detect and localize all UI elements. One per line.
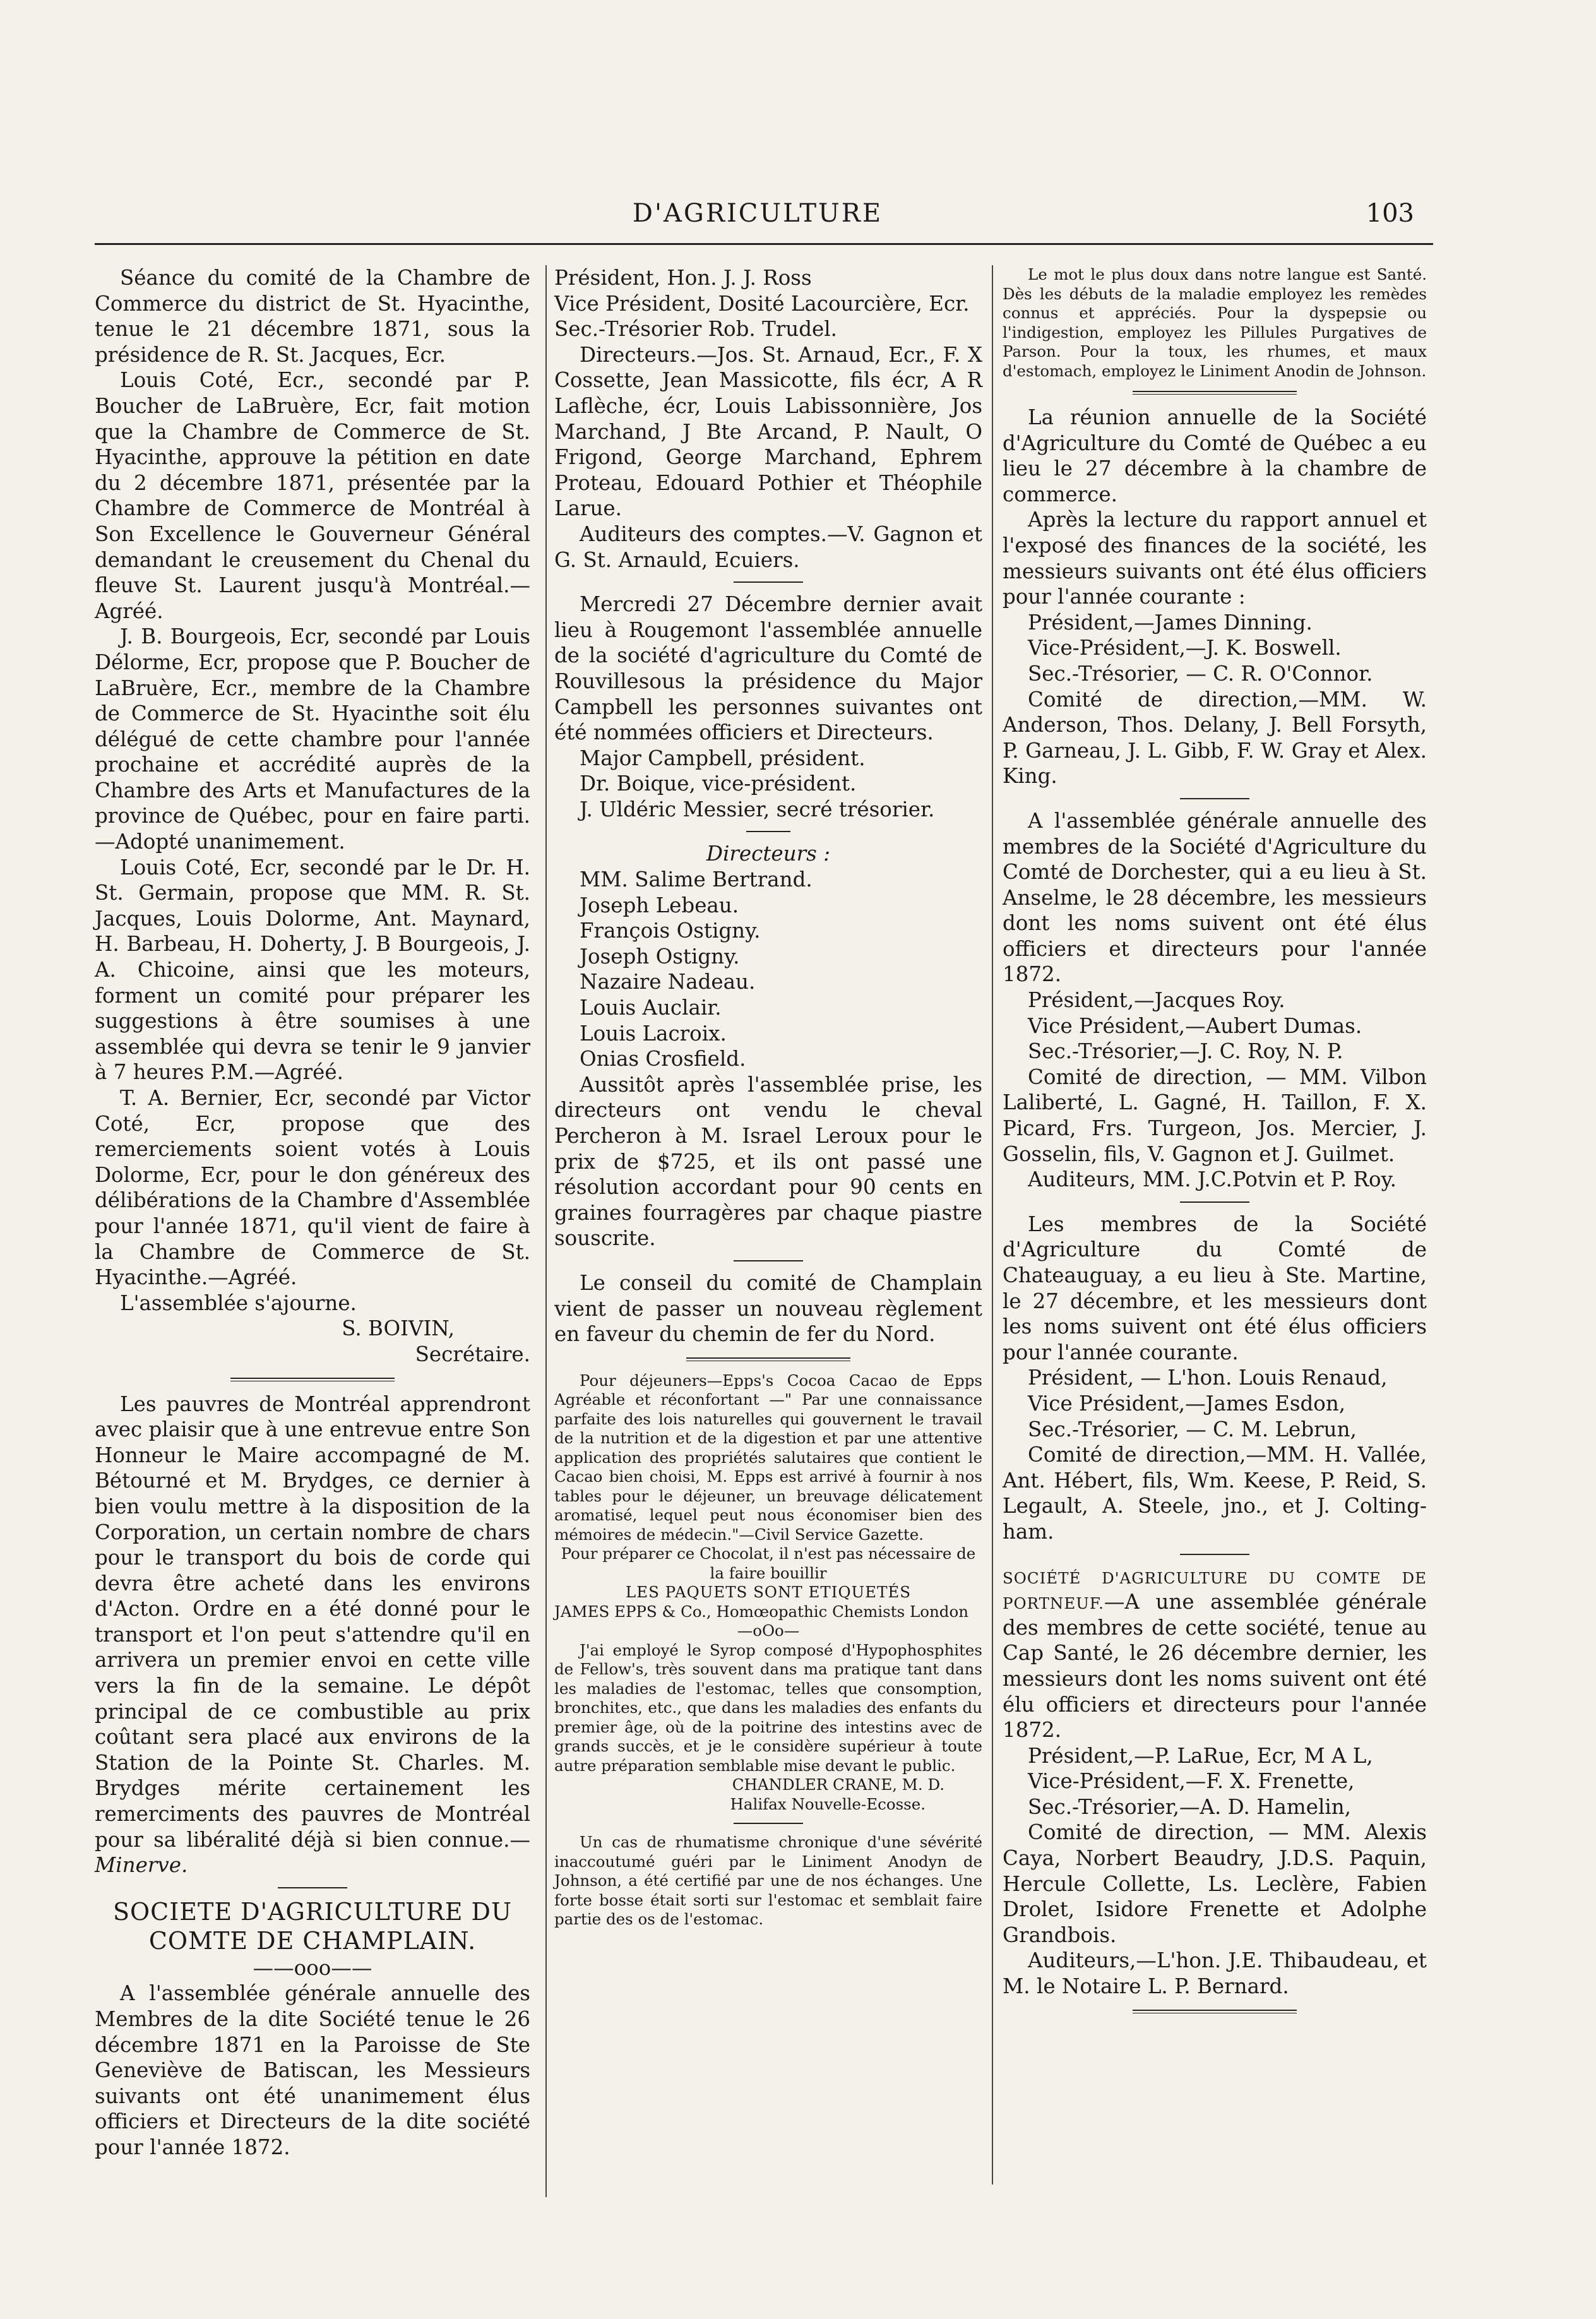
officer-line: Vice Président,—Aubert Dumas.: [1028, 1013, 1362, 1038]
article-portneuf: [1003, 1564, 1427, 1743]
article-rougemont: Mercredi 27 Décembre dernier avait lieu à Rougemont l'assemblée annuelle de la société d'agriculture du Comté de Rouvillesous la présidence du Major Campbell les personnes suivantes ont été nommées officiers et Directeurs.: [554, 592, 982, 745]
advertisement-sante: [1003, 265, 1427, 381]
officer-line: Major Campbell, président.: [580, 746, 866, 770]
comite-paragraph: Comité de direction,—MM. W. Anderson, Thos. Delany, J. Bell Forsyth, P. Garneau, J. L. Gibb, F. W. Gray et Alex. King.: [1003, 687, 1427, 789]
article-champlain: A l'assemblée générale annuelle des Membres de la dite Société tenue le 26 décembre 1871 en la Paroisse de Ste Geneviève de Batiscan, les Messieurs suivants ont été unanimement élus officiers et Directeurs de la dite société pour l'année 1872.: [95, 1981, 530, 2159]
running-title: D'AGRICULTURE: [632, 199, 883, 228]
ad-text: LES PAQUETS SONT ETIQUETÉS: [625, 1583, 912, 1602]
ad-text: Un cas de rhumatisme chronique d'une sévérité inaccoutumé guéri par le Liniment Anodyn de Johnson, a été certifié par une de nos échanges. Une forte bosse était sorti sur l'estomac et semblait faire partie des os de l'estomac.: [554, 1833, 982, 1929]
officer-line: Président, — L'hon. Louis Renaud,: [1028, 1366, 1388, 1390]
article-chateauguay: Les membres de la Société d'Agriculture du Comté de Chateauguay, a eu lieu à Ste. Martine, le 27 décembre, et les messieurs dont les noms suivent ont été élus officiers pour l'année courante.: [1003, 1212, 1427, 1364]
column-1: [95, 265, 530, 2161]
officer-line: Vice Président,—James Esdon,: [1028, 1391, 1346, 1416]
article-quebec: Après la lecture du rapport annuel et l'exposé des finances de la société, les messieurs suivants ont été élus officiers pour l'année courante :: [1003, 508, 1427, 609]
officer-line: J. Uldéric Messier, secré trésorier.: [580, 797, 935, 821]
officer-line: Vice-Président,—F. X. Frenette,: [1028, 1769, 1355, 1794]
ad-text: J'ai employé le Syrop composé d'Hypophosphites de Fellow's, très souvent dans ma pratique tant dans les maladies de l'estomac, telles que consomption, bronchites, etc., que dans les maladies des enfants du premier âge, où de la poitrine des intestins avec de grands succès, et je le considère supérieur à toute autre préparation semblable mise devant le public.: [554, 1640, 982, 1775]
article-chemin: Le conseil du comité de Champlain vient de passer un nouveau règlement en faveur du chemin de fer du Nord.: [554, 1270, 982, 1347]
list-item: François Ostigny.: [580, 919, 761, 943]
section-heading: SOCIETE D'AGRICULTURE DU: [112, 1897, 513, 1926]
directeurs-paragraph: Directeurs.—Jos. St. Arnaud, Ecr., F. X Cossette, Jean Massicotte, fils écr, A R Laflèche, écr, Louis Labissonnière, Jos Marchand, J Bte Arcand, P. Nault, O Frigond, George Marchand, Ephrem Proteau, Edouard Pothier et Théophile Larue.: [554, 342, 982, 521]
short-divider: [1180, 1201, 1249, 1203]
officer-line: Président,—P. LaRue, Ecr, M A L,: [1028, 1743, 1373, 1768]
auditeurs-paragraph: Auditeurs, MM. J.C.Potvin et P. Roy.: [1028, 1167, 1396, 1192]
comite-paragraph: Comité de direction, — MM. Alexis Caya, Norbert Beaudry, J.D.S. Paquin, Hercule Collette, Ls. Leclère, Fabien Drolet, Isidore Frenette et Adolphe Grandbois.: [1003, 1820, 1427, 1947]
comite-paragraph: Comité de direction, — MM. Vilbon Laliberté, L. Gagné, H. Taillon, F. X. Picard, Frs. Turgeon, Jos. Mercier, J. Gosselin, fils, V. Gagnon et J. Guilmet.: [1003, 1064, 1427, 1166]
column-2: [554, 265, 982, 1929]
officer-line: Sec.-Trésorier, — C. M. Lebrun,: [1028, 1417, 1357, 1441]
article-cheval: Aussitôt après l'assemblée prise, les directeurs ont vendu le cheval Percheron à M. Israel Leroux pour le prix de $725, et ils ont passé une résolution accordant pour 90 cents en graines fourragères par chaque piastre souscrite.: [554, 1072, 982, 1251]
article-seance: Séance du comité de la Chambre de Commerce du district de St. Hyacinthe, tenue le 21 décembre 1871, sous la présidence de R. St. Jacques, Ecr.: [95, 266, 530, 367]
article-pauvres: [95, 1392, 530, 1878]
list-item: Onias Crosfield.: [580, 1047, 746, 1071]
portneuf-text: —A une assemblée générale des membres de cette société, tenue au Cap Santé, le 26 décembre dernier, les messieurs dont les noms suivent ont été élu officiers et directeurs pour l'année 1872.: [1003, 1590, 1427, 1743]
officer-line: Sec.-Trésorier, — C. R. O'Connor.: [1028, 661, 1373, 686]
ad-text: JAMES EPPS & Co., Homœopathic Chemists London: [554, 1602, 968, 1621]
article-quebec: La réunion annuelle de la Société d'Agriculture du Comté de Québec a eu lieu le 27 décembre à la chambre de commerce.: [1003, 405, 1427, 506]
officer-line: Président,—Jacques Roy.: [1028, 988, 1285, 1013]
column-3: [1003, 265, 1427, 2024]
ad-text: Pour préparer ce Chocolat, il n'est pas nécessaire de la faire bouillir: [561, 1544, 976, 1582]
list-item: Louis Auclair.: [580, 996, 722, 1020]
short-divider: [746, 831, 790, 832]
officer-line: Président, Hon. J. J. Ross: [554, 266, 812, 290]
article-dorchester: A l'assemblée générale annuelle des membres de la Société d'Agriculture du Comté de Dorchester, qui a eu lieu à St. Anselme, le 28 décembre, les messieurs dont les noms suivent ont été élus officiers et directeurs pour l'année 1872.: [1003, 808, 1427, 987]
page-number: 103: [1366, 199, 1414, 228]
auditeurs-paragraph: Auditeurs,—L'hon. J.E. Thibaudeau, et M. le Notaire L. P. Bernard.: [1003, 1948, 1427, 1999]
motion-paragraph: Louis Coté, Ecr., secondé par P. Boucher de LaBruère, Ecr, fait motion que la Chambre de Commerce de St. Hyacinthe, approuve la pétition en date du 2 décembre 1871, présentée par la Chambre de Commerce de Montréal à Son Excellence le Gouverneur Général demandant le creusement du Chenal du fleuve St. Laurent jusqu'à Montréal.—Agréé.: [95, 368, 530, 623]
directeurs-heading: Directeurs :: [706, 842, 831, 866]
ornament-divider: [1133, 2010, 1297, 2013]
column-separator-1: [545, 265, 547, 2197]
ad-text: Pour déjeuners—Epps's Cocoa Cacao de Epps Agréable et réconfortant —" Par une connaissance parfaite des lois naturelles qui gouvernent le travail de la nutrition et de la digestion et par une attentive application des propriétés salutaires que contient le Cacao bien choisi, M. Epps est arrivé à fournir à nos tables pour le déjeuner, un breuvage délicatement aromatisé, lequel peut nous économiser bien des mémoires de médecin."—Civil Service Gazette.: [554, 1371, 982, 1544]
motion-paragraph: T. A. Bernier, Ecr, secondé par Victor Coté, Ecr, propose que des remerciements soient votés à Louis Dolorme, Ecr, pour le don généreux des délibérations de la Chambre d'Assemblée pour l'année 1871, qu'il vient de faire à la Chambre de Commerce de St. Hyacinthe.—Agréé.: [95, 1086, 530, 1290]
list-item: Joseph Lebeau.: [580, 893, 739, 917]
short-divider: [1180, 1554, 1249, 1555]
officer-line: Sec.-Trésorier Rob. Trudel.: [554, 317, 837, 342]
short-divider: [734, 1823, 803, 1824]
list-item: Louis Lacroix.: [580, 1021, 727, 1046]
officer-line: Dr. Boique, vice-président.: [580, 772, 857, 796]
ad-text: Le mot le plus doux dans notre langue est Santé. Dès les débuts de la maladie employez les remèdes connus et appréciés. Pour la dyspepsie ou l'indigestion, employez les Pillules Purgatives de Parson. Pour la toux, les rhumes, et maux d'estomach, employez le Liniment Anodin de Johnson.: [1003, 265, 1427, 380]
signature-title: Secrétaire.: [415, 1342, 530, 1366]
adjourn-line: L'assemblée s'ajourne.: [120, 1291, 357, 1315]
motion-paragraph: Louis Coté, Ecr, secondé par le Dr. H. St. Germain, propose que MM. R. St. Jacques, Louis Dolorme, Ant. Maynard, H. Barbeau, H. Doherty, J. B Bourgeois, J. A. Chicoine, ainsi que les moteurs, forment un comité pour préparer les suggestions à être soumises à une assemblée qui devra se tenir le 9 janvier à 7 heures P.M.—Agréé.: [95, 855, 530, 1085]
ad-signature: Halifax Nouvelle-Ecosse.: [730, 1794, 926, 1813]
ornament-divider: [1133, 391, 1297, 395]
ornament-divider: [230, 1378, 395, 1381]
column-separator-2: [992, 265, 993, 2185]
motion-paragraph: J. B. Bourgeois, Ecr, secondé par Louis Délorme, Ecr, propose que P. Boucher de LaBruère, Ecr., membre de la Chambre de Commerce de St. Hyacinthe soit élu délégué de cette chambre pour l'année prochaine et accrédité auprès de la Chambre des Arts et Manufactures de la province de Québec, pour en faire parti.—Adopté unanimement.: [95, 624, 530, 854]
list-item: Joseph Ostigny.: [580, 944, 740, 969]
ad-separator: —oOo—: [737, 1621, 800, 1640]
short-divider: [734, 1260, 803, 1261]
page-header: [95, 199, 1420, 237]
signature-name: S. BOIVIN,: [342, 1316, 455, 1341]
short-divider: [734, 581, 803, 583]
header-rule: [95, 243, 1433, 245]
short-divider: [1180, 798, 1249, 799]
list-item: MM. Salime Bertrand.: [580, 867, 813, 892]
list-item: Nazaire Nadeau.: [580, 970, 756, 994]
officer-line: Vice Président, Dosité Lacourcière, Ecr.: [554, 291, 970, 316]
ad-signature: CHANDLER CRANE, M. D.: [732, 1775, 944, 1794]
officer-line: Sec.-Trésorier,—J. C. Roy, N. P.: [1028, 1039, 1343, 1064]
portneuf-heading: SOCIÉTÉ D'AGRICULTURE DU COMTE DE PORTNEUF.: [1003, 1568, 1427, 1613]
officer-line: Vice-Président,—J. K. Boswell.: [1028, 636, 1342, 660]
auditeurs-paragraph: Auditeurs des comptes.—V. Gagnon et G. St. Arnauld, Ecuiers.: [554, 522, 982, 572]
officer-line: Sec.-Trésorier,—A. D. Hamelin,: [1028, 1794, 1352, 1819]
officer-line: Président,—James Dinning.: [1028, 610, 1313, 635]
pauvres-text: Les pauvres de Montréal apprendront avec plaisir que à une entrevue entre Son Honneur le Maire accompagné de M. Bétourné et M. Brydges, ce dernier à bien voulu mettre à la disposition de la Corporation, un certain nombre de chars pour le transport du bois de corde qui devra être acheté dans les environs d'Acton. Ordre en a été donné pour le transport et l'on peut s'attendre qu'il en arrivera un premier envoi en cette ville vers la fin de la semaine. Le dépôt principal de ce combustible au prix coûtant sera placé aux environs de la Station de la Pointe St. Charles. M. Brydges mérite certainement les remerciments des pauvres de Montréal pour sa libéralité déjà si bien connue.—: [95, 1392, 530, 1852]
section-heading: COMTE DE CHAMPLAIN.: [148, 1926, 477, 1955]
advertisement-epps: [554, 1371, 982, 1929]
ornament-divider: [686, 1357, 850, 1361]
short-divider: [278, 1887, 347, 1888]
comite-paragraph: Comité de direction,—MM. H. Vallée, Ant. Hébert, fils, Wm. Keese, P. Reid, S. Legault, A. Steele, jno., et J. Colting-ham.: [1003, 1443, 1427, 1544]
source-credit: Minerve.: [95, 1853, 188, 1878]
directeurs-list: [554, 867, 982, 1072]
ooo-divider: ——ooo——: [253, 1955, 372, 1980]
